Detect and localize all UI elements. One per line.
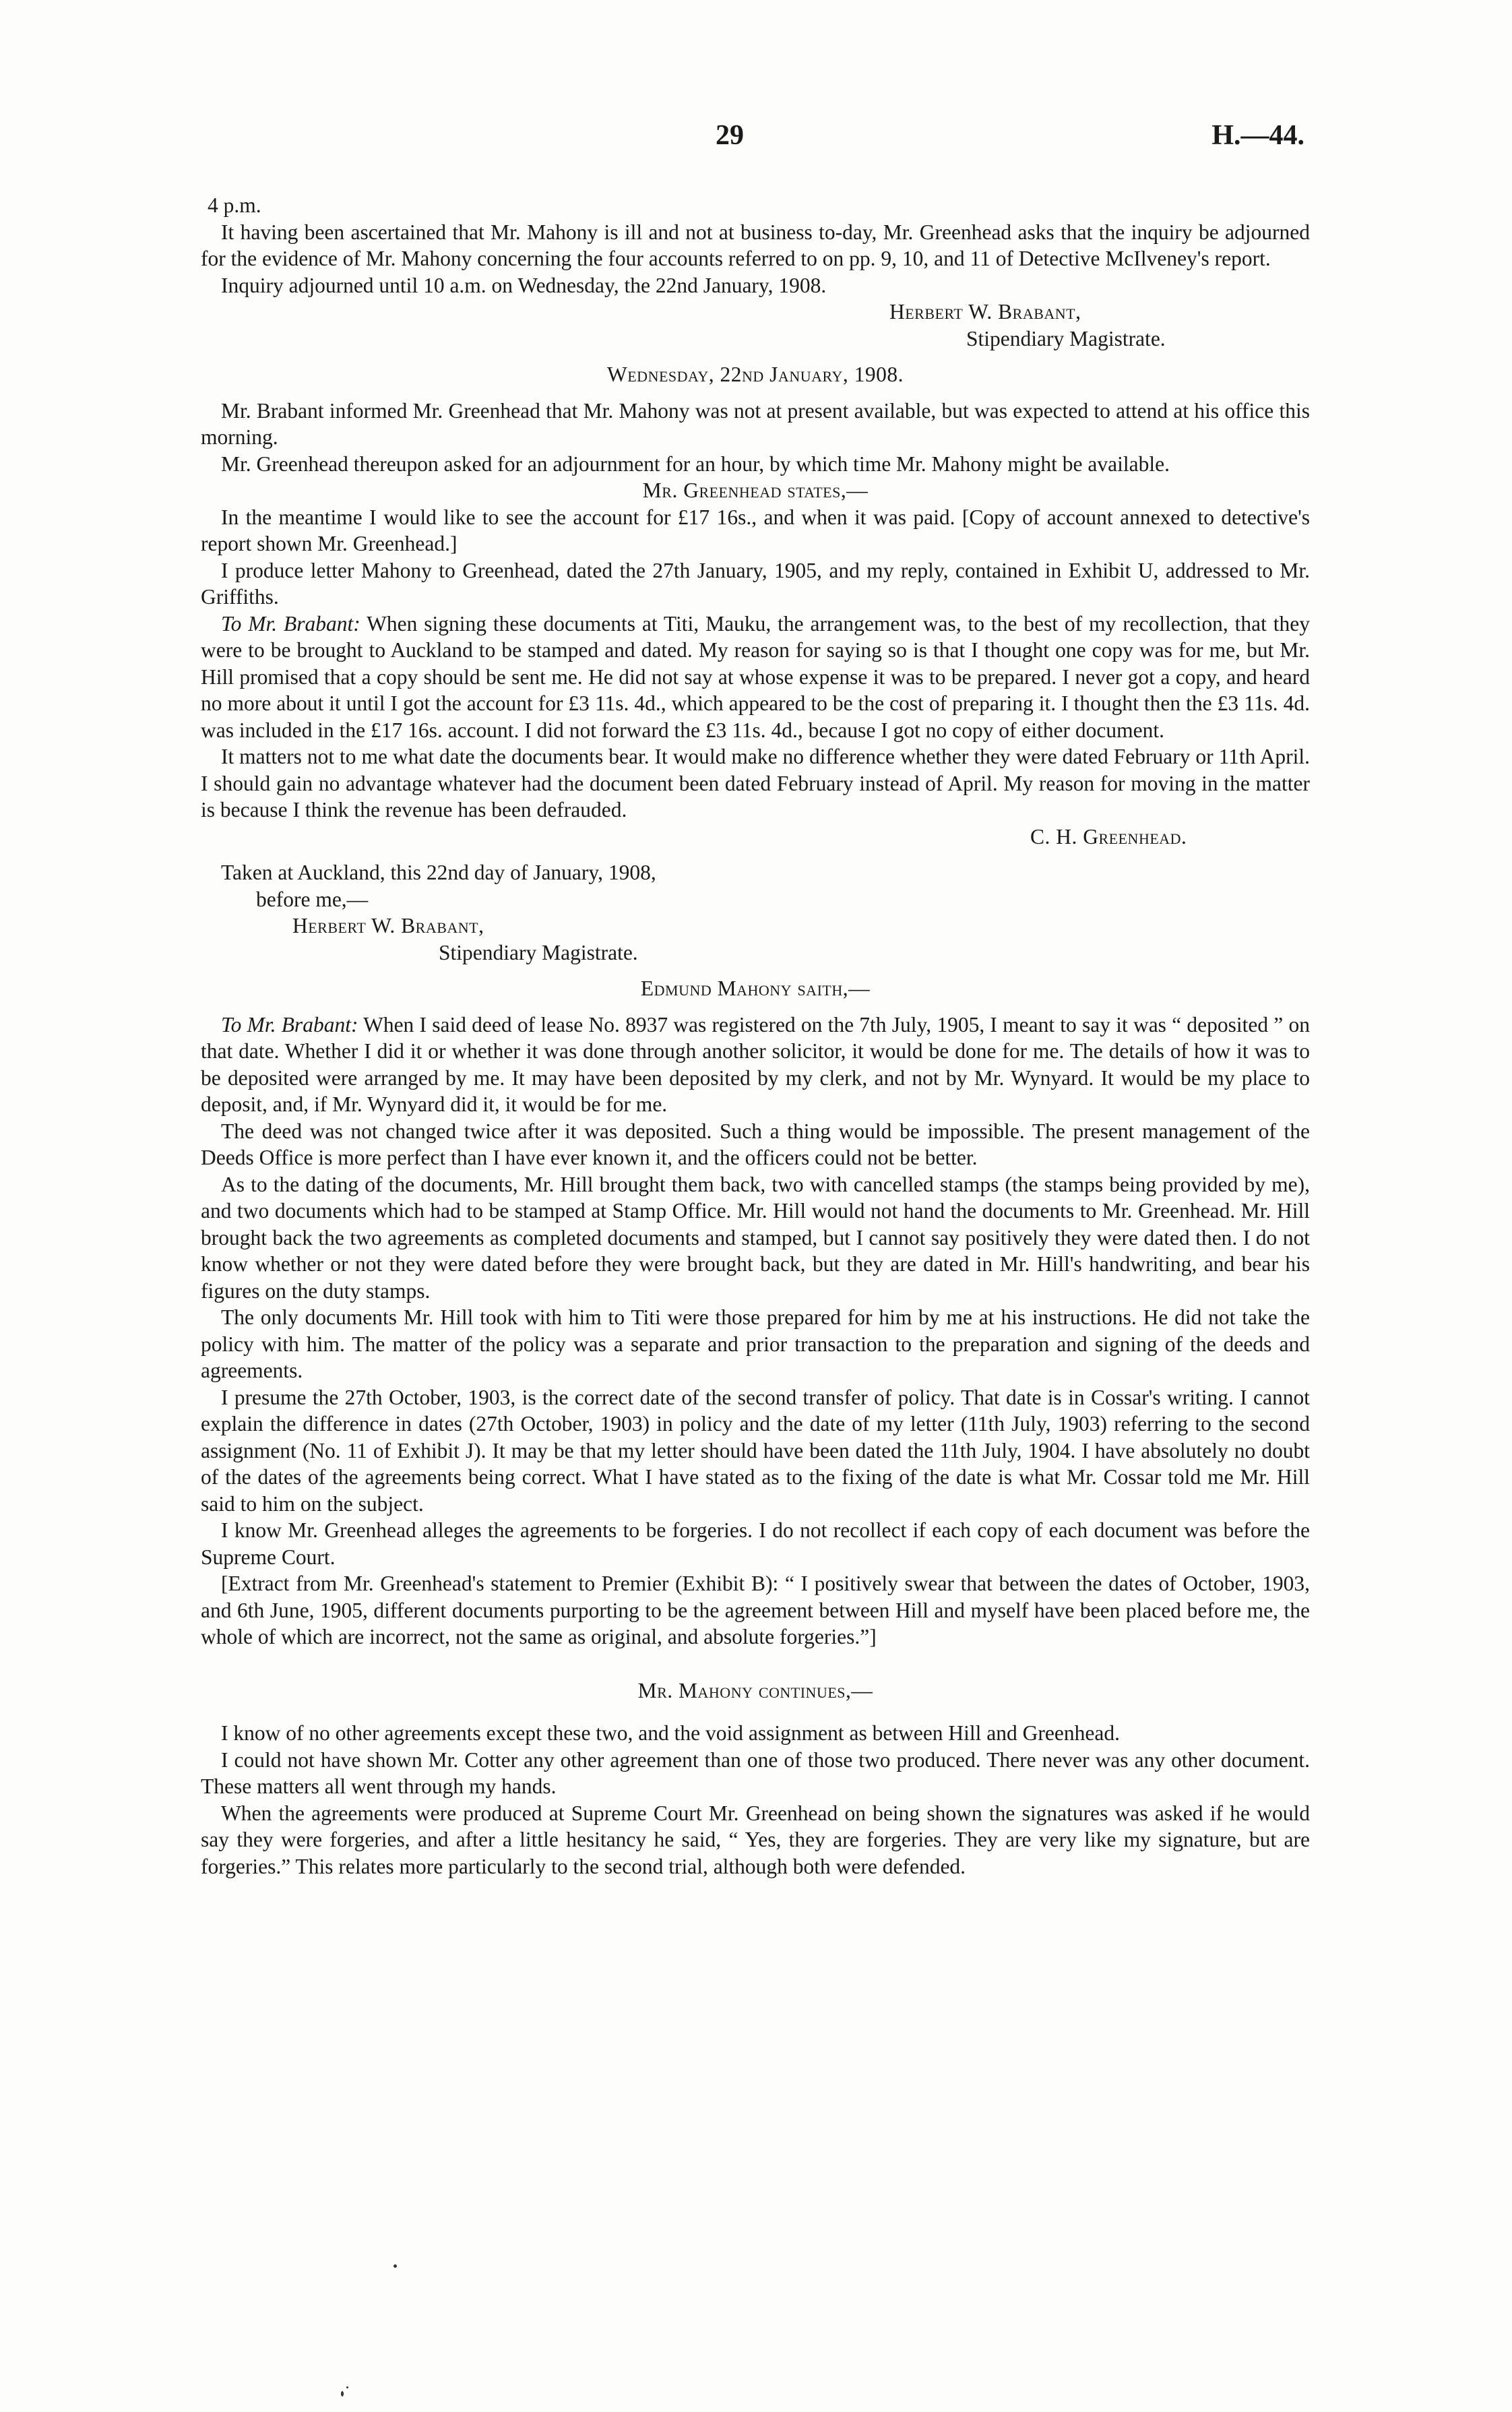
paragraph: It matters not to me what date the documents bear. It would make no difference whether they were dated February or 11th April. I should gain no advantage whatever had the document been dated February instead of April. My reason for moving in the matter is because I think the revenue has been defrauded. [201,745,1310,822]
witness-signature [201,824,1310,851]
scan-speck [393,2264,397,2268]
paragraph: I presume the 27th October, 1903, is the correct date of the second transfer of policy. That date is in Cossar's writing. I cannot explain the difference in dates (27th October, 1903) in policy and the date of my letter (11th July, 1903) referring to the second assignment (No. 11 of Exhibit J). It may be that my letter should have been dated the 11th July, 1904. I have absolutely no doubt of the dates of the agreements being correct. What I have stated as to the fixing of the date is what Mr. Cossar told me Mr. Hill said to him on the subject. [201,1385,1310,1516]
page-header [0,120,1512,163]
paragraph: In the meantime I would like to see the account for £17 16s., and when it was paid. [Copy of account annexed to detective's report shown Mr. Greenhead.] [201,505,1310,555]
page-number: 29 [716,120,744,151]
magistrate-signature [201,299,1310,326]
scan-speck [341,2391,344,2396]
paragraph: It having been ascertained that Mr. Mahony is ill and not at business to-day, Mr. Greenhead asks that the inquiry be adjourned for the evidence of Mr. Mahony concerning the four accounts referred to on pp. 9, 10, and 11 of Detective McIlveney's report. [201,220,1310,270]
signature-name: Herbert W. Brabant, [292,914,484,937]
date-heading: Wednesday, 22nd January, 1908. [607,363,904,386]
paragraph: I know of no other agreements except these two, and the void assignment as between Hill and Greenhead. [221,1721,1120,1745]
paragraph: [Extract from Mr. Greenhead's statement to Premier (Exhibit B): “ I positively swear that between the dates of October, 1903, and 6th June, 1905, different documents purporting to be the agreement between Hill and myself have been placed before me, the whole of which are incorrect, not the same as original, and absolute forgeries.”] [201,1572,1310,1648]
document-body [201,192,1310,1880]
paragraph-text: When signing these documents at Titi, Mauku, the arrangement was, to the best of my recollection, that they were to be brought to Auckland to be stamped and dated. My reason for saying so is that I thought one copy was for me, but Mr. Hill promised that a copy should be sent me. He did not say at whose expense it was to be prepared. I never got a copy, and heard no more about it until I got the account for £3 11s. 4d., which appeared to be the cost of preparing it. I thought then the £3 11s. 4d. was included in the £17 16s. account. I did not forward the £3 11s. 4d., because I got no copy of either document. [201,611,1310,742]
paragraph: Mr. Greenhead thereupon asked for an adjournment for an hour, by which time Mr. Mahony might be available. [221,452,1170,476]
taken-line: Taken at Auckland, this 22nd day of January, 1908, [221,861,656,884]
section-heading: Mr. Greenhead states,— [642,478,869,502]
document-reference: H.—44. [1211,120,1304,151]
paragraph: I produce letter Mahony to Greenhead, dated the 27th January, 1905, and my reply, contained in Exhibit U, addressed to Mr. Griffiths. [201,558,1310,609]
addressee-lead: To Mr. Brabant: [221,611,360,636]
section-heading: Edmund Mahony saith,— [640,977,871,1000]
paragraph [201,1012,1310,1118]
section-heading: Mr. Mahony continues,— [637,1678,873,1702]
paragraph: I could not have shown Mr. Cotter any other agreement than one of those two produced. There never was any other document. These matters all went through my hands. [201,1748,1310,1798]
paragraph: As to the dating of the documents, Mr. Hill brought them back, two with cancelled stamps (the stamps being provided by me), and two documents which had to be stamped at Stamp Office. Mr. Hill would not hand the documents to Mr. Greenhead. Mr. Hill brought back the two agreements as completed documents and stamped, but I cannot say positively they were dated then. I do not know whether or not they were dated before they were brought back, but they are dated in Mr. Hill's handwriting, and bear his figures on the duty stamps. [201,1172,1310,1303]
paragraph: Inquiry adjourned until 10 a.m. on Wednesday, the 22nd January, 1908. [221,273,827,297]
paragraph: When the agreements were produced at Supreme Court Mr. Greenhead on being shown the signatures was asked if he would say they were forgeries, and after a little hesitancy he said, “ Yes, they are forgeries. They are very like my signature, but are forgeries.” This relates more particularly to the second trial, although both were defended. [201,1801,1310,1878]
addressee-lead: To Mr. Brabant: [221,1012,358,1037]
signature-title: Stipendiary Magistrate. [439,940,638,964]
scan-speck [346,2386,348,2388]
paragraph: The only documents Mr. Hill took with him to Titi were those prepared for him by me at his instructions. He did not take the policy with him. The matter of the policy was a separate and prior transaction to the preparation and signing of the deeds and agreements. [201,1305,1310,1382]
paragraph: The deed was not changed twice after it was deposited. Such a thing would be impossible. The present management of the Deeds Office is more perfect than I have ever known it, and the officers could not be better. [201,1119,1310,1169]
signature-title: Stipendiary Magistrate. [966,326,1166,350]
session-time: 4 p.m. [208,193,261,217]
paragraph: Mr. Brabant informed Mr. Greenhead that Mr. Mahony was not at present available, but was expected to attend at his office this morning. [201,398,1310,449]
paragraph-text: When I said deed of lease No. 8937 was registered on the 7th July, 1905, I meant to say it was “ deposited ” on that date. Whether I did it or whether it was done through another solicitor, it would be done for me. The details of how it was to be deposited were arranged by me. It may have been deposited by my clerk, and not by Mr. Wynyard. It would be my place to deposit, and, if Mr. Wynyard did it, it would be for me. [201,1012,1310,1116]
paragraph: I know Mr. Greenhead alleges the agreements to be forgeries. I do not recollect if each copy of each document was before the Supreme Court. [201,1518,1310,1569]
paragraph [201,611,1310,744]
signature-name: Herbert W. Brabant, [889,300,1081,323]
signature-name: C. H. Greenhead. [1030,824,1187,848]
taken-line: before me,— [256,887,369,911]
magistrate-title-line [201,326,1310,352]
